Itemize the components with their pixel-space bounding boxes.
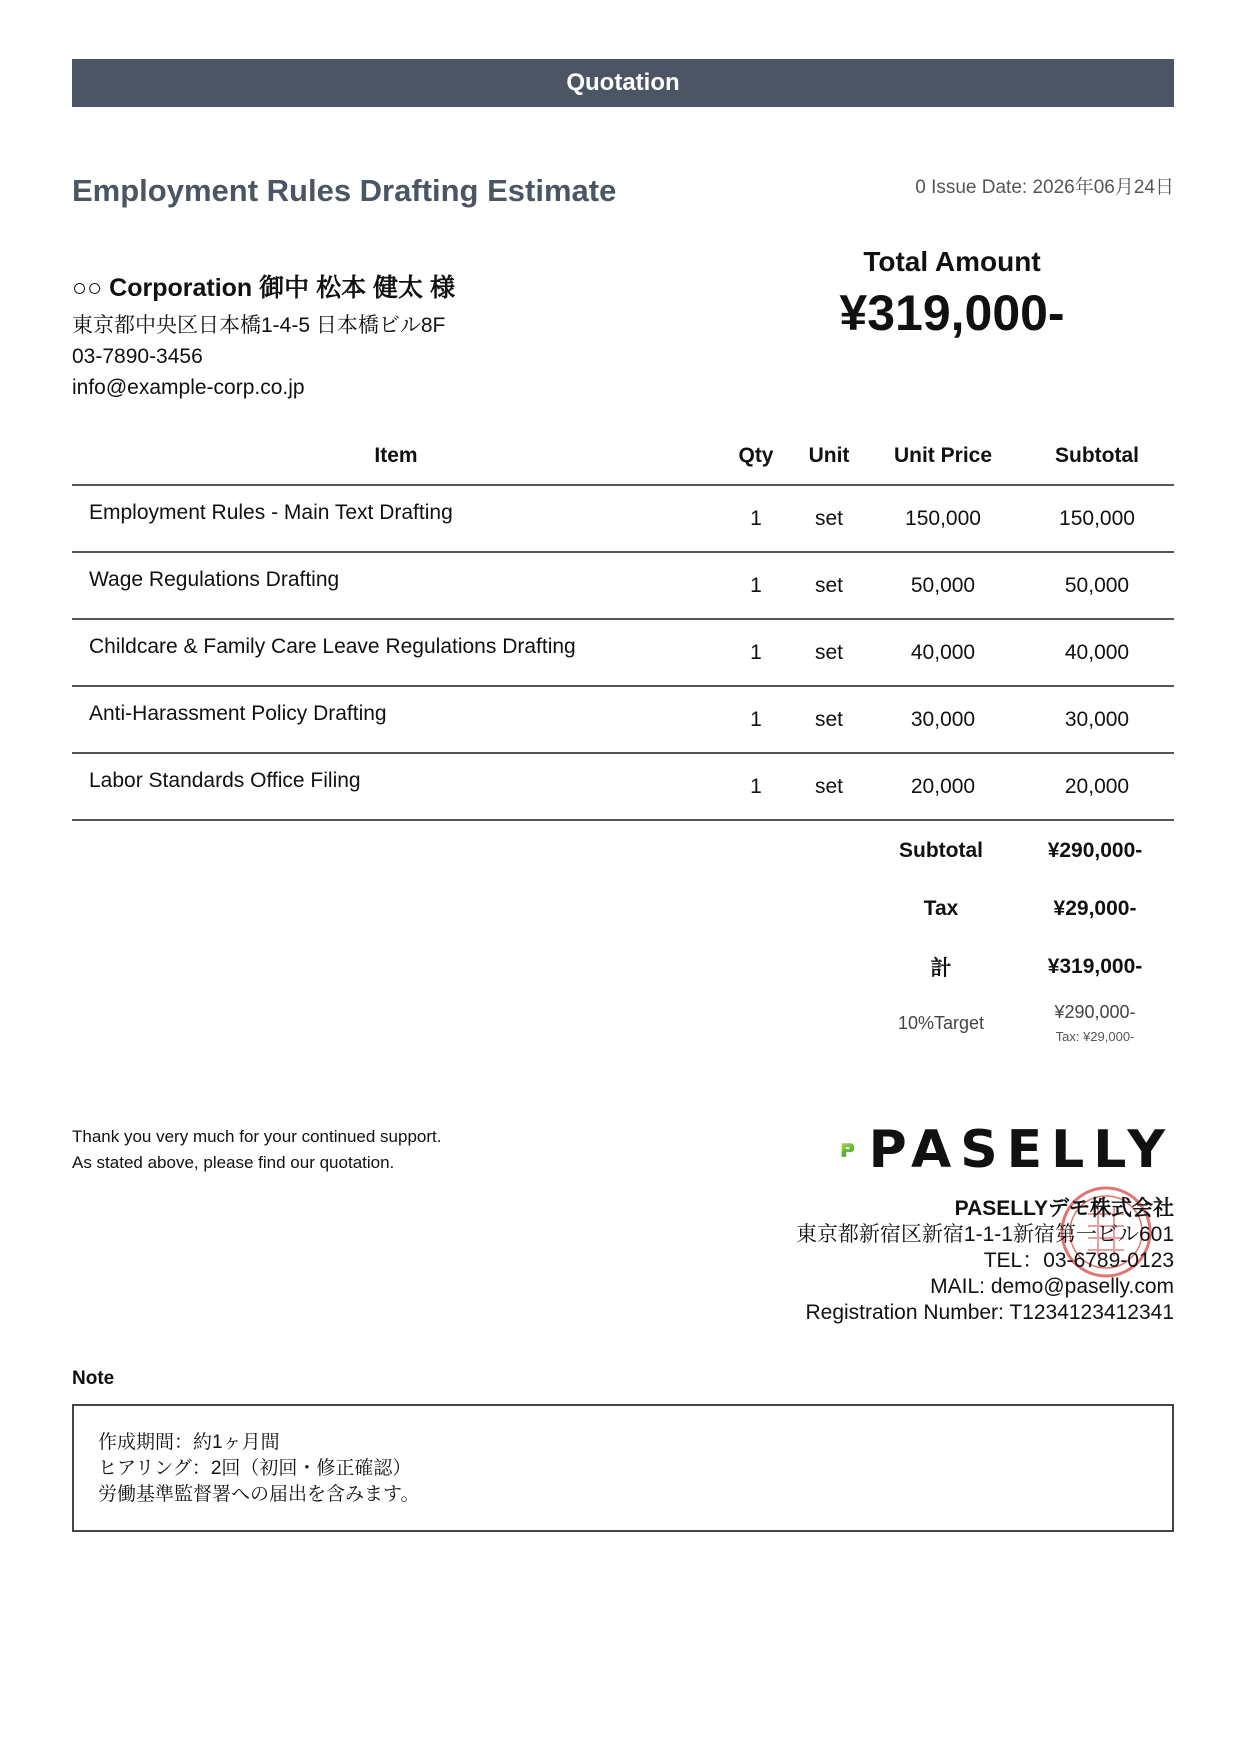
total-amount-label: Total Amount [863,246,1041,277]
row-qty: 1 [750,506,762,530]
header-subtotal: Subtotal [1055,444,1139,467]
subtotal-label: Subtotal [899,839,983,862]
row-subtotal: 40,000 [1064,640,1130,664]
note-line-3: 労働基準監督署への届出を含みます。 [98,1484,420,1505]
row-qty: 1 [750,774,762,798]
row-unit-price: 30,000 [910,707,976,731]
row-unit: set [814,707,843,731]
table-row [72,619,1174,686]
row-unit-price: 40,000 [910,640,976,664]
tax-target-tax: Tax: ¥29,000- [1055,1029,1135,1044]
note-box [72,1404,1174,1532]
logo-text: PASELLY [868,1120,1174,1180]
document-title: Employment Rules Drafting Estimate [72,173,617,208]
row-subtotal: 50,000 [1064,573,1130,597]
thanks-message [72,1124,441,1176]
tax-target-label: 10%Target [897,1012,985,1033]
subtotal-row [864,822,1174,880]
tax-row [864,880,1174,938]
row-unit: set [814,640,843,664]
grand-total-row [864,938,1174,996]
subtotal-value: ¥290,000- [1047,839,1143,862]
row-item: Childcare & Family Care Leave Regulations Drafting [89,634,576,658]
table-header-row [72,428,1174,485]
totals-block [864,822,1174,1044]
row-qty: 1 [750,707,762,731]
header-item: Item [374,444,418,467]
table-row [72,753,1174,820]
header-title: Quotation [566,69,680,96]
row-qty: 1 [750,640,762,664]
row-unit: set [814,774,843,798]
table-row [72,686,1174,753]
table-row [72,552,1174,619]
row-subtotal: 30,000 [1064,707,1130,731]
tax-value: ¥29,000- [1053,897,1137,920]
row-item: Employment Rules - Main Text Drafting [89,500,453,524]
client-address: 東京都中央区日本橋1-4-5 日本橋ビル8F [72,314,446,337]
note-label: Note [72,1368,115,1389]
header-qty: Qty [738,444,774,467]
document-header [72,59,1174,107]
row-subtotal: 150,000 [1059,506,1135,530]
issuer-name: PASELLYデモ株式会社 [954,1197,1174,1220]
thanks-line-1: Thank you very much for your continued support. [72,1127,442,1146]
header-unit-price: Unit Price [893,444,993,467]
issuer-mail: MAIL: demo@paselly.com [930,1275,1174,1298]
items-table [72,428,1174,821]
tax-target-base: ¥290,000- [1054,1002,1136,1022]
row-unit-price: 50,000 [910,573,976,597]
row-item: Wage Regulations Drafting [89,567,340,591]
client-phone: 03-7890-3456 [72,345,203,368]
paselly-logo-icon [840,1120,855,1180]
row-unit-price: 20,000 [910,774,976,798]
issuer-tel: TEL：03-6789-0123 [983,1249,1174,1272]
row-item: Anti-Harassment Policy Drafting [89,701,387,725]
client-info [72,310,445,403]
company-logo [840,1118,1174,1182]
row-qty: 1 [750,573,762,597]
row-unit: set [814,573,843,597]
total-amount-value: ¥319,000- [839,285,1065,341]
tax-target-value [1018,1002,1172,1044]
issuer-address: 東京都新宿区新宿1-1-1新宿第一ビル601 [795,1223,1174,1246]
grand-total-label: 計 [930,957,952,980]
row-subtotal: 20,000 [1064,774,1130,798]
issuer-block [796,1196,1174,1326]
row-unit-price: 150,000 [905,506,981,530]
tax-label: Tax [923,897,959,920]
note-line-2: ヒアリング：2回（初回・修正確認） [98,1458,412,1479]
row-item: Labor Standards Office Filing [89,768,361,792]
thanks-line-2: As stated above, please find our quotation. [72,1153,395,1172]
tax-target-row [864,1002,1174,1044]
grand-total-value: ¥319,000- [1047,955,1143,978]
client-email: info@example-corp.co.jp [72,376,305,399]
note-line-1: 作成期間：約1ヶ月間 [98,1432,280,1453]
table-row [72,485,1174,552]
header-unit: Unit [808,444,850,467]
client-name: ○○ Corporation 御中 松本 健太 様 [72,274,455,302]
issue-date: 0 Issue Date: 2026年06月24日 [915,177,1174,198]
row-unit: set [814,506,843,530]
issuer-registration: Registration Number: T1234123412341 [805,1301,1174,1324]
